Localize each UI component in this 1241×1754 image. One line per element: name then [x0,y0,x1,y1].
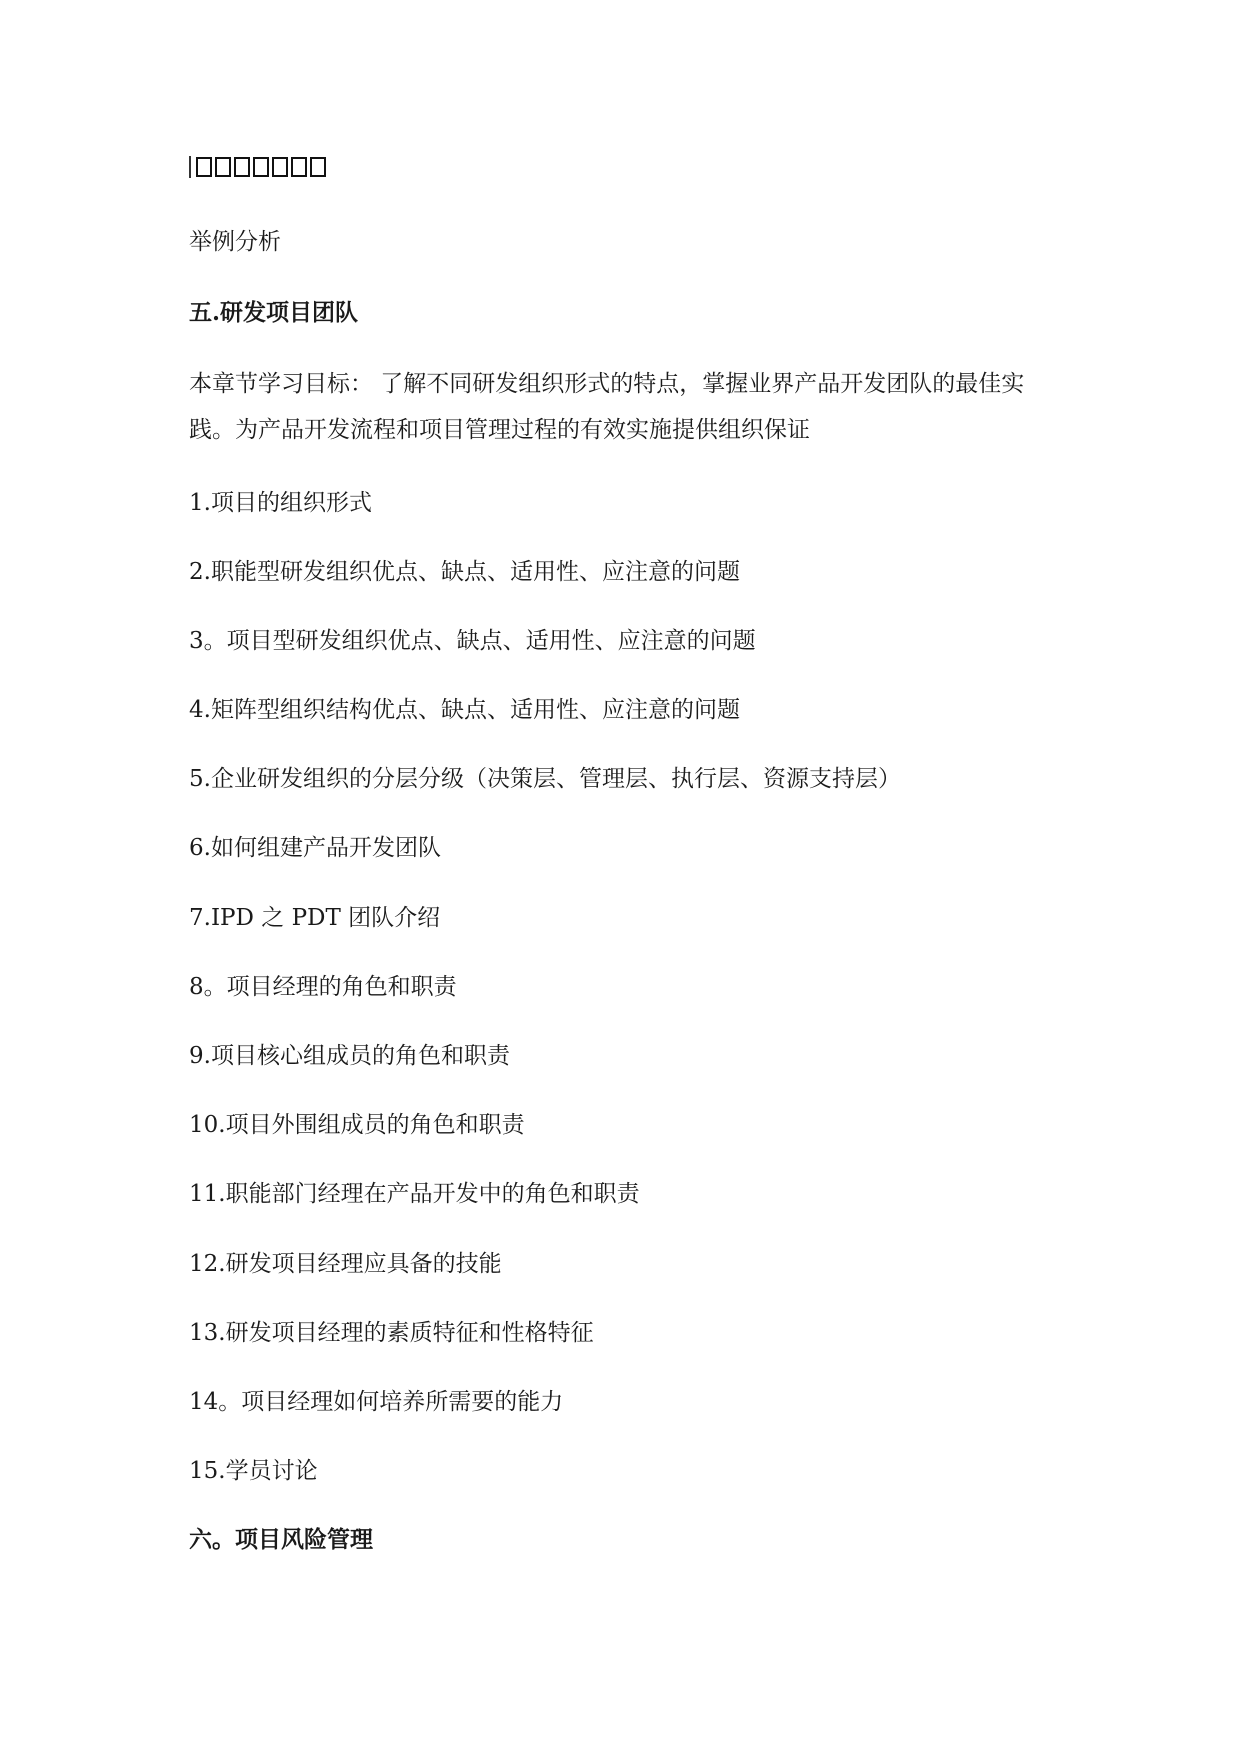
list-item-4: 4.矩阵型组织结构优点、缺点、适用性、应注意的问题 [189,697,740,723]
list-item-1: 1.项目的组织形式 [189,490,372,516]
missing-glyph-box [215,157,231,177]
garbled-bar [189,156,191,178]
list-item-7: 7.IPD 之 PDT 团队介绍 [189,905,441,931]
list-item-8: 8。项目经理的角色和职责 [189,974,457,1000]
missing-glyph-box [291,157,307,177]
list-item-9: 9.项目核心组成员的角色和职责 [189,1043,510,1069]
list-item-15: 15.学员讨论 [189,1458,318,1484]
example-analysis-line: 举例分析 [189,229,281,255]
missing-glyph-box [272,157,288,177]
section-heading-5: 五.研发项目团队 [189,299,359,326]
learning-objective-paragraph: 本章节学习目标： 了解不同研发组织形式的特点，掌握业界产品开发团队的最佳实践。为产品开发流程和项目管理过程的有效实施提供组织保证 [189,371,1025,443]
list-item-6: 6.如何组建产品开发团队 [189,835,441,861]
list-item-2: 2.职能型研发组织优点、缺点、适用性、应注意的问题 [189,559,740,585]
list-item-3: 3。项目型研发组织优点、缺点、适用性、应注意的问题 [189,628,756,654]
list-item-11: 11.职能部门经理在产品开发中的角色和职责 [189,1181,640,1207]
list-item-14: 14。项目经理如何培养所需要的能力 [189,1389,564,1415]
list-item-13: 13.研发项目经理的素质特征和性格特征 [189,1320,594,1346]
garbled-heading [189,156,326,178]
list-item-10: 10.项目外围组成员的角色和职责 [189,1112,525,1138]
missing-glyph-box [253,157,269,177]
missing-glyph-box [196,157,212,177]
missing-glyph-box [234,157,250,177]
section-heading-6: 六。项目风险管理 [189,1526,373,1553]
list-item-12: 12.研发项目经理应具备的技能 [189,1251,502,1277]
list-item-5: 5.企业研发组织的分层分级（决策层、管理层、执行层、资源支持层） [189,766,901,792]
missing-glyph-box [310,157,326,177]
